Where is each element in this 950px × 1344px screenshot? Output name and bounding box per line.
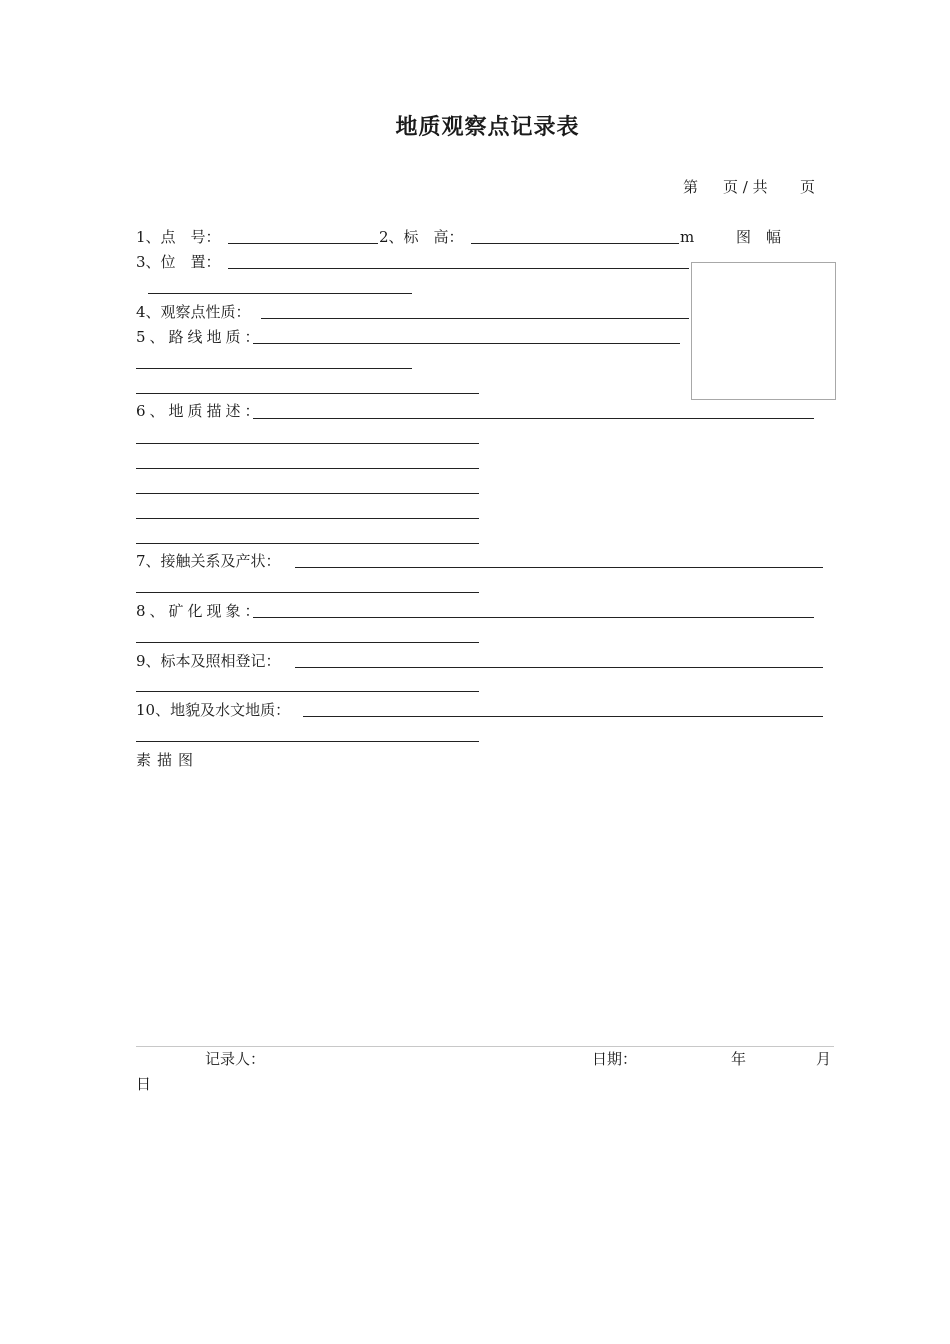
mineralization-label: 8、矿化现象： [136, 602, 264, 620]
geology-description-line-2[interactable] [136, 443, 479, 444]
sketch-area[interactable] [136, 775, 834, 1040]
geology-description-line-5[interactable] [136, 518, 479, 519]
year-label: 年 [731, 1050, 747, 1068]
geology-description-line-4[interactable] [136, 493, 479, 494]
month-label: 月 [816, 1050, 832, 1068]
elevation-label: 2、标 高： [379, 228, 464, 246]
mineralization-line-2[interactable] [136, 642, 479, 643]
contact-attitude-line[interactable] [295, 567, 823, 568]
landform-hydrogeology-line[interactable] [303, 716, 823, 717]
day-label: 日 [136, 1075, 152, 1093]
route-geology-line[interactable] [253, 343, 680, 344]
page-total-label: 页 [800, 178, 816, 196]
elevation-unit: m [680, 228, 695, 246]
footer-divider [136, 1046, 834, 1047]
page-label: 第 [683, 178, 699, 196]
route-geology-line-2[interactable] [136, 368, 412, 369]
map-sheet-label: 图 幅 [736, 228, 782, 246]
map-sheet-box[interactable] [691, 262, 836, 400]
location-line[interactable] [228, 268, 689, 269]
geology-description-line[interactable] [253, 418, 814, 419]
date-label: 日期： [592, 1050, 638, 1068]
recorder-label: 记录人： [205, 1050, 266, 1068]
observation-nature-label: 4、观察点性质： [136, 303, 251, 321]
point-no-line[interactable] [228, 243, 378, 244]
page-of-label: 页 / 共 [723, 178, 768, 196]
observation-nature-line[interactable] [261, 318, 689, 319]
geology-description-label: 6、地质描述： [136, 402, 264, 420]
page-title: 地质观察点记录表 [395, 115, 580, 140]
route-geology-line-3[interactable] [136, 393, 479, 394]
mineralization-line[interactable] [253, 617, 814, 618]
landform-hydrogeology-label: 10、地貌及水文地质： [136, 701, 291, 719]
geology-description-line-6[interactable] [136, 543, 479, 544]
contact-attitude-label: 7、接触关系及产状： [136, 552, 281, 570]
geology-description-line-3[interactable] [136, 468, 479, 469]
sample-photo-line-2[interactable] [136, 691, 479, 692]
point-no-label: 1、点 号： [136, 228, 221, 246]
landform-hydrogeology-line-2[interactable] [136, 741, 479, 742]
sample-photo-line[interactable] [295, 667, 823, 668]
location-label: 3、位 置： [136, 253, 221, 271]
route-geology-label: 5、路线地质： [136, 328, 264, 346]
sample-photo-label: 9、标本及照相登记： [136, 652, 281, 670]
location-line-2[interactable] [148, 293, 412, 294]
elevation-line[interactable] [471, 243, 679, 244]
sketch-label: 素描图 [136, 751, 200, 769]
contact-attitude-line-2[interactable] [136, 592, 479, 593]
